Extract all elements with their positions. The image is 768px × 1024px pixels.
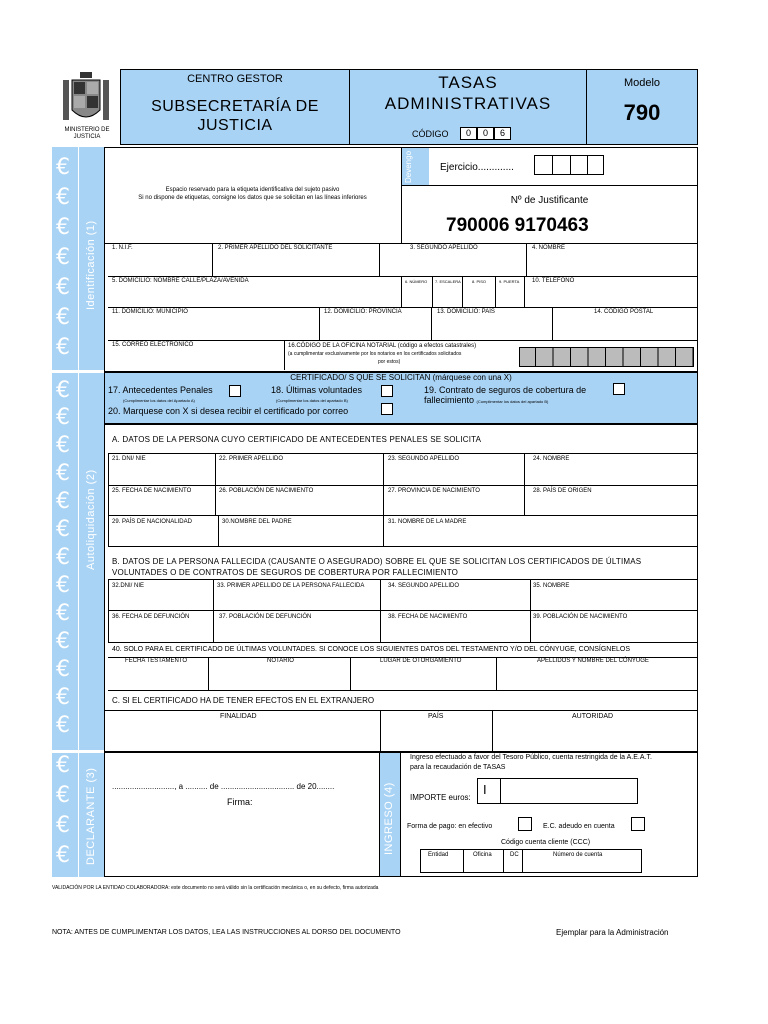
euro-symbol-1: € <box>56 155 70 180</box>
a-line-485 <box>108 485 698 486</box>
adeudo-checkbox[interactable] <box>631 817 645 831</box>
notarial-text <box>288 342 476 366</box>
finalidad-label: FINALIDAD <box>220 713 257 720</box>
espacio-line2: Si no dispone de etiquetas, consigne los datos que se solicitan en las líneas inferiores <box>138 195 367 201</box>
modelo-label: Modelo <box>623 77 661 89</box>
ministry-name <box>56 127 118 141</box>
numero-label: 6. NÚMERO <box>405 279 428 284</box>
oficina-label: Oficina <box>473 852 492 858</box>
euro-symbol-5: € <box>56 275 70 300</box>
codigo-digit-1: 0 <box>460 127 477 140</box>
section-c-title: C. SI EL CERTIFICADO HA DE TENER EFECTOS EN EL EXTRANJERO <box>112 696 375 705</box>
dc-label: DC <box>510 852 519 858</box>
validacion-text: VALIDACIÓN POR LA ENTIDAD COLABORADORA: este documento no será válido sin la certificación mecánica o, en su defecto, firma autorizada <box>52 885 379 891</box>
ccc-col-3 <box>522 849 523 873</box>
cert17-label: 17. Antecedentes Penales <box>108 385 213 395</box>
entidad-label: Entidad <box>428 852 449 858</box>
nombre-label: 4. NOMBRE <box>532 245 566 251</box>
ingreso-text <box>410 753 652 773</box>
justificante-label: Nº de Justificante <box>510 195 589 206</box>
provincia-label: 12. DOMICILIO: PROVINCIA <box>324 309 402 315</box>
f33-label: 33. PRIMER APELLIDO DE LA PERSONA FALLECIDA <box>217 583 365 589</box>
a-col-524 <box>524 453 525 515</box>
forma-pago-label: Forma de pago: en efectivo <box>407 823 493 830</box>
f27-label: 27. PROVINCIA DE NACIMIENTO <box>388 488 480 494</box>
a-col-218 <box>218 515 219 546</box>
notarial-line2: (a cumplimentar exclusivamente por los notarios en los certificados solicitados <box>288 351 462 357</box>
strip-inner-line <box>78 147 79 877</box>
b-line-642 <box>108 642 698 643</box>
ccc-label: Código cuenta cliente (CCC) <box>501 839 591 846</box>
f28-label: 28. PAÍS DE ORIGEN <box>533 488 592 494</box>
notarial-line3: por estos) <box>378 359 401 365</box>
euro-symbol-17: € <box>56 629 70 654</box>
f22-label: 22. PRIMER APELLIDO <box>219 456 284 462</box>
pais-label: 13. DOMICILIO: PAÍS <box>437 309 495 315</box>
cert20-checkbox[interactable] <box>381 403 393 415</box>
euro-symbol-12: € <box>56 489 70 514</box>
f40-col-2 <box>350 657 351 690</box>
notario-label: NOTARIO <box>267 658 294 664</box>
certs-title: CERTIFICADO/ S QUE SE SOLICITAN (márquese con una X) <box>290 373 512 382</box>
euro-symbol-15: € <box>56 573 70 598</box>
num-cuenta-label: Número de cuenta <box>553 852 603 858</box>
f38-label: 38. FECHA DE NACIMIENTO <box>388 614 468 620</box>
centro-gestor-value-1: SUBSECRETARÍA DE <box>151 98 319 115</box>
euro-symbol-3: € <box>56 215 70 240</box>
cert17-note: (Cumplimentar los datos del Apartado A) <box>123 398 195 403</box>
b-line-610 <box>108 610 698 611</box>
f23-label: 23. SEGUNDO APELLIDO <box>388 456 460 462</box>
ingreso-line2: para la recaudación de TASAS <box>410 764 506 771</box>
ingreso-line1: Ingreso efectuado a favor del Tesoro Público, cuenta restringida de la A.E.A.T. <box>410 754 652 761</box>
f31-label: 31. NOMBRE DE LA MADRE <box>388 519 467 525</box>
ec-adeudo-label: E.C. adeudo en cuenta <box>543 823 615 830</box>
ministry-line1: MINISTERIO DE <box>64 127 110 133</box>
tasas-title <box>349 72 587 114</box>
euro-symbol-16: € <box>56 601 70 626</box>
autoridad-label: AUTORIDAD <box>572 713 614 720</box>
f29-label: 29. PAÍS DE NACIONALIDAD <box>112 519 192 525</box>
ccc-col-2 <box>503 849 504 873</box>
f35-label: 35. NOMBRE <box>533 583 570 589</box>
nota-text: NOTA: ANTES DE CUMPLIMENTAR LOS DATOS, LEA LAS INSTRUCCIONES AL DORSO DEL DOCUMENTO <box>52 929 401 936</box>
cert19-label <box>424 385 586 407</box>
justificante-number: 790006 9170463 <box>446 215 589 236</box>
section2-label: Autoliquidación (2) <box>85 469 97 570</box>
espacio-line1: Espacio reservado para la etiqueta identificativa del sujeto pasivo <box>165 187 340 193</box>
declarante-date: ............................, a .......... de ................................. de 20........ <box>112 782 335 791</box>
b-left <box>108 579 109 642</box>
section3-label: DECLARANTE (3) <box>85 767 97 865</box>
espacio-reservado-text <box>104 186 401 202</box>
nif-label: 1. N.I.F. <box>112 245 133 251</box>
f21-label: 21. DNI/ NIE <box>112 456 146 462</box>
euro-symbol-10: € <box>56 433 70 458</box>
euro-symbol-2: € <box>56 185 70 210</box>
a-grid <box>108 453 698 546</box>
f24-label: 24. NOMBRE <box>533 456 570 462</box>
f30-label: 30.NOMBRE DEL PADRE <box>222 519 292 525</box>
euro-symbol-7: € <box>56 335 70 360</box>
cert19-note: (Cumplimentar los datos del apartado B) <box>476 399 549 404</box>
euro-symbol-8: € <box>56 378 70 403</box>
ejercicio-boxes[interactable] <box>534 155 604 175</box>
municipio-label: 11. DOMICILIO: MUNICIPIO <box>112 309 188 315</box>
devengo-label: Devengo <box>404 150 413 183</box>
f40-col-3 <box>496 657 497 690</box>
escalera-label: 7. ESCALERA <box>435 279 461 284</box>
section1-label: Identificación (1) <box>85 220 97 310</box>
tasas-line2: ADMINISTRATIVAS <box>384 94 552 113</box>
euro-symbol-23: € <box>56 813 70 838</box>
c-col-1 <box>380 710 381 752</box>
f34-label: 34. SEGUNDO APELLIDO <box>388 583 460 589</box>
f36-label: 36. FECHA DE DEFUNCIÓN <box>112 614 190 620</box>
notarial-line1: 16.CÓDIGO DE LA OFICINA NOTARIAL (código a efectos catastrales) <box>288 343 477 349</box>
section-b-title-1: B. DATOS DE LA PERSONA FALLECIDA (CAUSANTE O ASEGURADO) SOBRE EL QUE SE SOLICITAN LOS CERTIFICADOS DE ÚLTIMAS <box>112 557 642 566</box>
cert18-checkbox[interactable] <box>381 385 393 397</box>
f39-label: 39. POBLACIÓN DE NACIMIENTO <box>533 614 628 620</box>
euro-symbol-19: € <box>56 685 70 710</box>
f32-label: 32.DNI/ NIE <box>112 583 145 589</box>
cert19-line1: 19. Contrato de seguros de cobertura de <box>424 385 587 395</box>
apellido2-label: 3. SEGUNDO APELLIDO <box>410 245 478 251</box>
centro-gestor-label: CENTRO GESTOR <box>187 73 283 85</box>
ccc-col-1 <box>463 849 464 873</box>
ejemplar-text: Ejemplar para la Administración <box>556 928 669 937</box>
c-line <box>104 710 698 711</box>
cert18-note: (Cumplimentar los datos del apartado B) <box>276 398 348 403</box>
f37-label: 37. POBLACIÓN DE DEFUNCIÓN <box>219 614 312 620</box>
b-col-213 <box>213 579 214 642</box>
a-col-215 <box>215 453 216 515</box>
f40-bottom <box>108 690 698 691</box>
euro-symbol-21: € <box>56 753 70 778</box>
c-col-2 <box>492 710 493 752</box>
euro-symbol-13: € <box>56 517 70 542</box>
cert19-checkbox[interactable] <box>613 383 625 395</box>
puerta-label: 9. PUERTA <box>499 279 520 284</box>
ministry-logo <box>58 70 114 128</box>
section-a-title: A. DATOS DE LA PERSONA CUYO CERTIFICADO DE ANTECEDENTES PENALES SE SOLICITA <box>112 435 482 444</box>
section-b-title <box>112 556 641 578</box>
importe-label: IMPORTE euros: <box>410 793 471 802</box>
f40-col-1 <box>208 657 209 690</box>
euro-symbol-4: € <box>56 245 70 270</box>
b-col-530 <box>530 579 531 642</box>
euro-symbol-20: € <box>56 713 70 738</box>
f26-label: 26. POBLACIÓN DE NACIMIENTO <box>219 488 314 494</box>
a-col-383 <box>383 453 384 546</box>
f25-label: 25. FECHA DE NACIMIENTO <box>112 488 192 494</box>
cert19-line2: fallecimiento <box>424 395 475 405</box>
domicilio-label: 5. DOMICILIO: NOMBRE CALLE/PLAZA/AVENIDA <box>112 278 249 284</box>
apellido1-label: 2. PRIMER APELLIDO DEL SOLICITANTE <box>218 245 333 251</box>
euro-symbol-18: € <box>56 657 70 682</box>
ejercicio-label: Ejercicio............. <box>440 162 514 173</box>
notarial-code-boxes[interactable] <box>519 347 694 367</box>
pais-c-label: PAÍS <box>428 713 444 720</box>
codigo-label: CÓDIGO <box>412 129 449 139</box>
email-label: 15. CORREO ELECTRÓNICO <box>112 342 194 348</box>
declarante-box <box>104 752 380 877</box>
lugar-label: LUGAR DE OTORGAMIENTO <box>380 658 462 664</box>
tasas-line1: TASAS <box>438 73 498 92</box>
ministry-line2: JUSTICIA <box>73 134 101 140</box>
euro-symbol-6: € <box>56 305 70 330</box>
cert20-label: 20. Marquese con X si desea recibir el certificado por correo <box>108 406 349 416</box>
euro-symbol-11: € <box>56 461 70 486</box>
euro-symbol-14: € <box>56 545 70 570</box>
codigo-digit-3: 6 <box>494 127 511 140</box>
modelo-value: 790 <box>623 100 661 125</box>
euro-symbol-24: € <box>56 843 70 868</box>
section4-label: INGRESO (4) <box>383 782 395 855</box>
piso-label: 8. PISO <box>472 279 487 284</box>
importe-divider <box>500 778 501 804</box>
firma-label: Firma: <box>227 797 253 807</box>
section-b-title-2: VOLUNTADES O DE CONTRATOS DE SEGUROS DE COBERTURA POR FALLECIMIENTO <box>112 568 459 577</box>
cp-label: 14. CÓDIGO POSTAL <box>594 309 654 315</box>
apellidos-conyuge-label: APELLIDOS Y NOMBRE DEL CÓNYUGE <box>537 658 649 664</box>
a-line-515 <box>108 515 698 516</box>
importe-field[interactable] <box>477 778 638 804</box>
centro-gestor-value-2: JUSTICIA <box>197 117 273 134</box>
efectivo-checkbox[interactable] <box>518 817 532 831</box>
fecha-testamento-label: FECHA TESTAMENTO <box>125 658 188 664</box>
b-line-579 <box>108 579 698 580</box>
importe-prefix: I <box>483 782 487 797</box>
centro-gestor-value <box>120 97 350 135</box>
telefono-label: 10. TELÉFONO <box>532 278 575 284</box>
f40-label: 40. SOLO PARA EL CERTIFICADO DE ÚLTIMAS VOLUNTADES. SI CONOCE LOS SIGUIENTES DATOS DEL TESTAMENTO Y/O DEL CÓNYUGE, CONSÍGNELOS <box>112 646 630 653</box>
cert18-label: 18. Últimas voluntades <box>271 385 363 395</box>
ccc-boxes[interactable] <box>420 849 642 873</box>
a-line-546 <box>108 546 698 547</box>
b-col-380 <box>380 579 381 642</box>
codigo-digit-2: 0 <box>477 127 494 140</box>
cert17-checkbox[interactable] <box>229 385 241 397</box>
euro-symbol-22: € <box>56 783 70 808</box>
euro-symbol-9: € <box>56 405 70 430</box>
